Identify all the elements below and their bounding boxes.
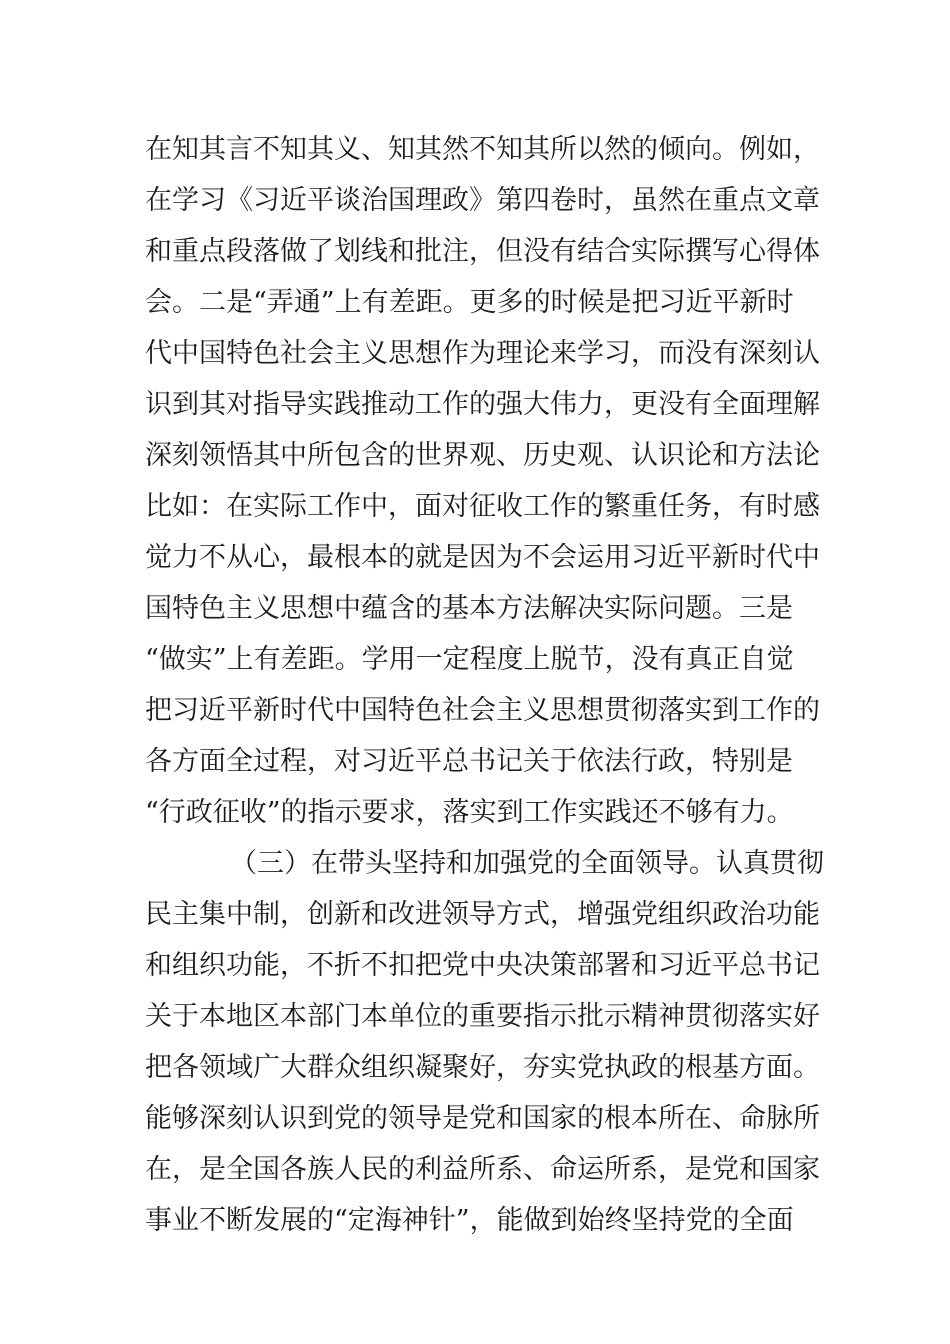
text-line: 在，是全国各族人民的利益所系、命运所系，是党和国家	[145, 1154, 820, 1185]
text-line: “行政征收”的指示要求，落实到工作实践还不够有力。	[145, 797, 794, 828]
text-line: 把各领域广大群众组织凝聚好，夯实党执政的根基方面。	[145, 1052, 820, 1083]
text-line: 和组织功能，不折不扣把党中央决策部署和习近平总书记	[145, 950, 820, 981]
text-line: 国特色主义思想中蕴含的基本方法解决实际问题。三是	[145, 593, 793, 624]
text-line: 比如：在实际工作中，面对征收工作的繁重任务，有时感	[145, 491, 820, 522]
text-line: 识到其对指导实践推动工作的强大伟力，更没有全面理解	[145, 389, 820, 420]
text-line: “做实”上有差距。学用一定程度上脱节，没有真正自觉	[145, 644, 794, 675]
text-line: 和重点段落做了划线和批注，但没有结合实际撰写心得体	[145, 236, 820, 267]
text-line: 觉力不从心，最根本的就是因为不会运用习近平新时代中	[145, 542, 820, 573]
text-line: 在学习《习近平谈治国理政》第四卷时，虽然在重点文章	[145, 185, 820, 216]
text-line: 事业不断发展的“定海神针”，能做到始终坚持党的全面	[145, 1205, 794, 1236]
text-line: 各方面全过程，对习近平总书记关于依法行政，特别是	[145, 746, 793, 777]
text-line: 把习近平新时代中国特色社会主义思想贯彻落实到工作的	[145, 695, 820, 726]
text-line: 能够深刻认识到党的领导是党和国家的根本所在、命脉所	[145, 1103, 820, 1134]
text-line: 会。二是“弄通”上有差距。更多的时候是把习近平新时	[145, 287, 794, 318]
text-line: 代中国特色社会主义思想作为理论来学习，而没有深刻认	[145, 338, 820, 369]
text-line: 深刻领悟其中所包含的世界观、历史观、认识论和方法论	[145, 440, 820, 471]
section-heading-line: （三）在带头坚持和加强党的全面领导。认真贯彻	[230, 848, 824, 879]
text-line: 民主集中制，创新和改进领导方式，增强党组织政治功能	[145, 899, 820, 930]
text-line: 在知其言不知其义、知其然不知其所以然的倾向。例如，	[145, 134, 820, 165]
text-line: 关于本地区本部门本单位的重要指示批示精神贯彻落实好	[145, 1001, 820, 1032]
